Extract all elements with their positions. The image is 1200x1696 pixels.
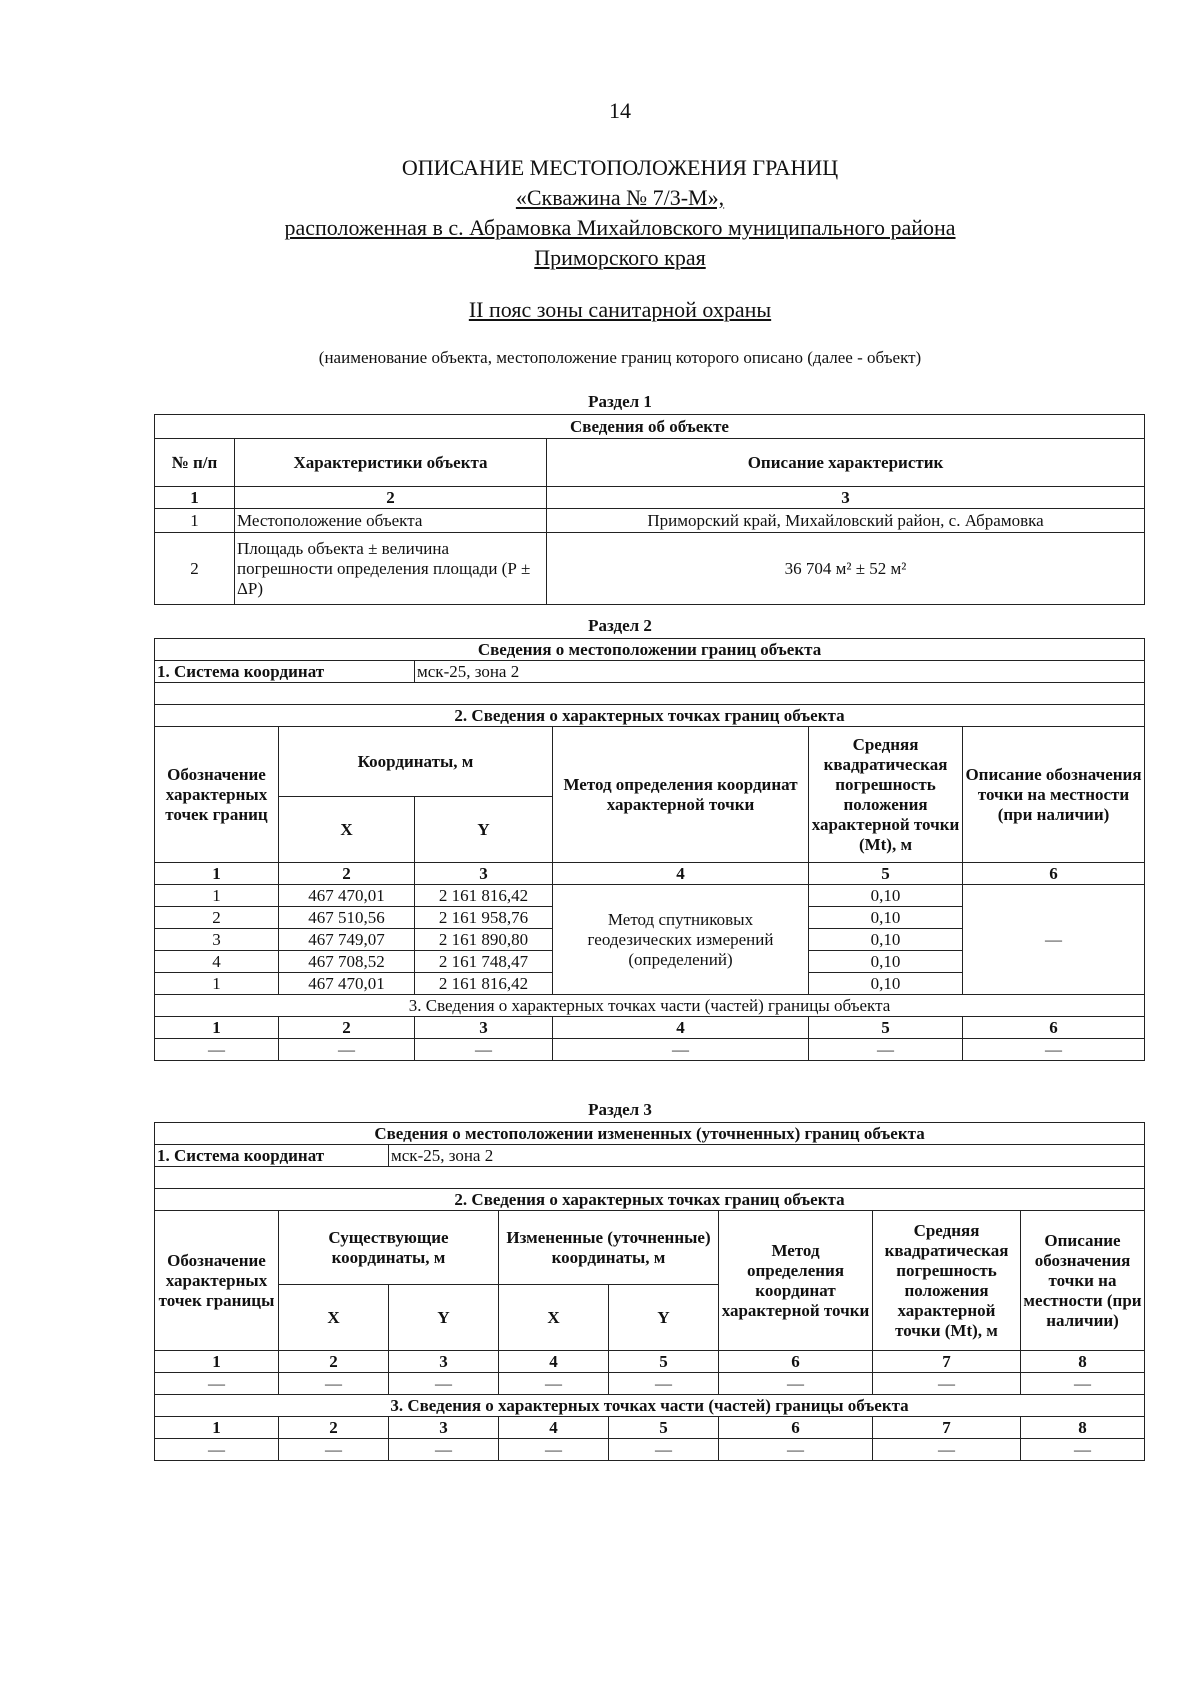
col-num: 6: [963, 1017, 1145, 1039]
empty-cell: —: [873, 1373, 1021, 1395]
empty-cell: —: [389, 1439, 499, 1461]
table-row: [155, 885, 1145, 907]
desc-header: Описание обозначения точки на местности (при наличии): [963, 727, 1145, 863]
empty-cell: —: [155, 1373, 279, 1395]
empty-cell: —: [155, 1439, 279, 1461]
row-char: Местоположение объекта: [235, 509, 547, 533]
method-header: Метод определения координат характерной точки: [719, 1211, 873, 1351]
col-num: 6: [719, 1417, 873, 1439]
empty-cell: —: [1021, 1439, 1145, 1461]
point-mt: 0,10: [809, 885, 963, 907]
col-num: 2: [279, 1351, 389, 1373]
x-header: X: [279, 1285, 389, 1351]
section3-sub3-title: 3. Сведения о характерных точках части (частей) границы объекта: [155, 1395, 1145, 1417]
col-num: 6: [963, 863, 1145, 885]
point-y: 2 161 816,42: [415, 973, 553, 995]
mt-header: Средняя квадратическая погрешность положения характерной точки (Mt), м: [809, 727, 963, 863]
col-num: 2: [279, 1417, 389, 1439]
object-region: Приморского края: [534, 245, 706, 270]
row-desc: 36 704 м² ± 52 м²: [547, 533, 1145, 605]
point-mt: 0,10: [809, 929, 963, 951]
col-num: 1: [155, 1017, 279, 1039]
coord-system-value: мск-25, зона 2: [415, 661, 1145, 683]
empty-cell: —: [873, 1439, 1021, 1461]
object-name: «Скважина № 7/3-М»,: [515, 185, 725, 210]
point-id: 1: [155, 885, 279, 907]
method-header: Метод определения координат характерной точки: [553, 727, 809, 863]
col-num: 1: [155, 1417, 279, 1439]
point-x: 467 470,01: [279, 973, 415, 995]
section1-title: Сведения об объекте: [155, 415, 1145, 439]
point-x: 467 510,56: [279, 907, 415, 929]
point-y: 2 161 890,80: [415, 929, 553, 951]
y-header: Y: [609, 1285, 719, 1351]
point-id: 1: [155, 973, 279, 995]
col-num: 3: [389, 1417, 499, 1439]
point-id: 2: [155, 907, 279, 929]
spacer-row: [155, 1167, 1145, 1189]
col-num: 8: [1021, 1351, 1145, 1373]
col-num: 1: [155, 1351, 279, 1373]
col-num: 5: [609, 1351, 719, 1373]
section3-label: Раздел 3: [588, 1100, 652, 1119]
col-num: 2: [279, 1017, 415, 1039]
table-row: [155, 1039, 1145, 1061]
coords-header: Координаты, м: [279, 727, 553, 797]
section3-sub2-title: 2. Сведения о характерных точках границ объекта: [155, 1189, 1145, 1211]
empty-cell: —: [279, 1373, 389, 1395]
col-num: 3: [547, 487, 1145, 509]
point-x: 467 708,52: [279, 951, 415, 973]
col-num: 3: [415, 863, 553, 885]
empty-cell: —: [963, 1039, 1145, 1061]
zone-title: II пояс зоны санитарной охраны: [468, 297, 772, 322]
object-location: расположенная в с. Абрамовка Михайловского муниципального района: [284, 215, 956, 240]
row-char: Площадь объекта ± величина погрешности определения площади (Р ± ΔР): [235, 533, 547, 605]
row-no: 2: [155, 533, 235, 605]
desc-header: Описание обозначения точки на местности (при наличии): [1021, 1211, 1145, 1351]
col-num: 8: [1021, 1417, 1145, 1439]
col-num: 7: [873, 1417, 1021, 1439]
coord-system-label: 1. Система координат: [155, 661, 415, 683]
table-row: [155, 1439, 1145, 1461]
page-number: 14: [609, 98, 631, 123]
changed-coords-header: Измененные (уточненные) координаты, м: [499, 1211, 719, 1285]
coord-system-value: мск-25, зона 2: [389, 1145, 1145, 1167]
point-id: 4: [155, 951, 279, 973]
table-row: [155, 533, 1145, 605]
coord-system-label: 1. Система координат: [155, 1145, 389, 1167]
point-mt: 0,10: [809, 951, 963, 973]
point-x: 467 470,01: [279, 885, 415, 907]
point-header: Обозначение характерных точек границы: [155, 1211, 279, 1351]
empty-cell: —: [809, 1039, 963, 1061]
col-num: 3: [415, 1017, 553, 1039]
section3-table: [154, 1122, 1145, 1461]
existing-coords-header: Существующие координаты, м: [279, 1211, 499, 1285]
col-num: 5: [809, 1017, 963, 1039]
section3-title: Сведения о местоположении измененных (уточненных) границ объекта: [155, 1123, 1145, 1145]
point-y: 2 161 748,47: [415, 951, 553, 973]
empty-cell: —: [279, 1039, 415, 1061]
point-x: 467 749,07: [279, 929, 415, 951]
empty-cell: —: [499, 1439, 609, 1461]
point-id: 3: [155, 929, 279, 951]
point-header: Обозначение характерных точек границ: [155, 727, 279, 863]
empty-cell: —: [389, 1373, 499, 1395]
empty-cell: —: [719, 1439, 873, 1461]
col-num: 2: [279, 863, 415, 885]
col-num: 4: [499, 1417, 609, 1439]
point-desc-cell: —: [963, 885, 1145, 995]
spacer-row: [155, 683, 1145, 705]
section1-table: [154, 414, 1145, 605]
empty-cell: —: [499, 1373, 609, 1395]
col-num: 1: [155, 863, 279, 885]
col-num: 7: [873, 1351, 1021, 1373]
section2-label: Раздел 2: [588, 616, 652, 635]
col-desc-header: Описание характеристик: [547, 439, 1145, 487]
col-num: 4: [499, 1351, 609, 1373]
document-title: ОПИСАНИЕ МЕСТОПОЛОЖЕНИЯ ГРАНИЦ: [401, 155, 839, 180]
col-num: 4: [553, 863, 809, 885]
y-header: Y: [415, 797, 553, 863]
y-header: Y: [389, 1285, 499, 1351]
method-cell: Метод спутниковых геодезических измерений (определений): [553, 885, 809, 995]
col-num: 3: [389, 1351, 499, 1373]
point-mt: 0,10: [809, 907, 963, 929]
mt-header: Средняя квадратическая погрешность положения характерной точки (Mt), м: [873, 1211, 1021, 1351]
empty-cell: —: [719, 1373, 873, 1395]
col-num: 2: [235, 487, 547, 509]
section1-label: Раздел 1: [588, 392, 652, 411]
empty-cell: —: [553, 1039, 809, 1061]
col-no-header: № п/п: [155, 439, 235, 487]
point-y: 2 161 958,76: [415, 907, 553, 929]
section2-sub2-title: 2. Сведения о характерных точках границ объекта: [155, 705, 1145, 727]
table-row: [155, 509, 1145, 533]
x-header: X: [499, 1285, 609, 1351]
object-note: (наименование объекта, местоположение границ которого описано (далее - объект): [318, 348, 922, 367]
row-no: 1: [155, 509, 235, 533]
point-y: 2 161 816,42: [415, 885, 553, 907]
empty-cell: —: [279, 1439, 389, 1461]
col-num: 5: [809, 863, 963, 885]
empty-cell: —: [609, 1439, 719, 1461]
row-desc: Приморский край, Михайловский район, с. Абрамовка: [547, 509, 1145, 533]
table-row: [155, 1373, 1145, 1395]
col-num: 1: [155, 487, 235, 509]
section2-title: Сведения о местоположении границ объекта: [155, 639, 1145, 661]
section2-sub3-title: 3. Сведения о характерных точках части (частей) границы объекта: [155, 995, 1145, 1017]
col-num: 4: [553, 1017, 809, 1039]
col-char-header: Характеристики объекта: [235, 439, 547, 487]
col-num: 6: [719, 1351, 873, 1373]
col-num: 5: [609, 1417, 719, 1439]
empty-cell: —: [609, 1373, 719, 1395]
section2-table: [154, 638, 1145, 1061]
empty-cell: —: [155, 1039, 279, 1061]
empty-cell: —: [1021, 1373, 1145, 1395]
point-mt: 0,10: [809, 973, 963, 995]
empty-cell: —: [415, 1039, 553, 1061]
x-header: X: [279, 797, 415, 863]
